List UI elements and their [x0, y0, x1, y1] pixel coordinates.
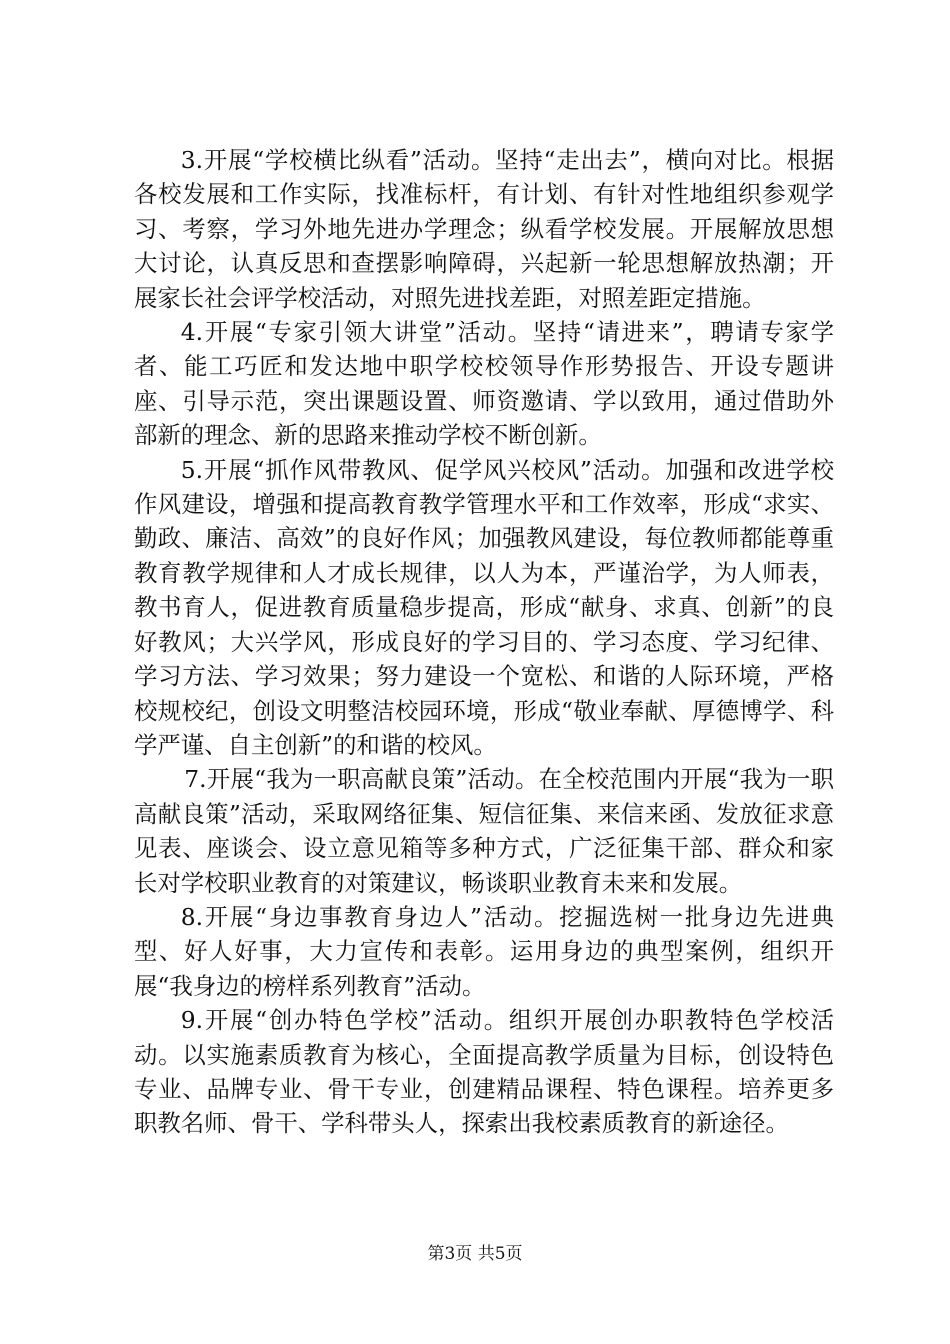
paragraph-item-3: 3.开展“学校横比纵看”活动。坚持“走出去”，横向对比。根据各校发展和工作实际，找准标杆，有计划、有针对性地组织参观学习、考察，学习外地先进办学理念；纵看学校发展。开展解放思想大讨论，认真反思和查摆影响障碍，兴起新一轮思想解放热潮；开展家长社会评学校活动，对照先进找差距，对照差距定措施。	[134, 146, 834, 312]
paragraph-item-5: 5.开展“抓作风带教风、促学风兴校风”活动。加强和改进学校作风建设，增强和提高教育教学管理水平和工作效率，形成“求实、勤政、廉洁、高效”的良好作风；加强教风建设，每位教师都能尊重教育教学规律和人才成长规律，以人为本，严谨治学，为人师表，教书育人，促进教育质量稳步提高，形成“献身、求真、创新”的良好教风；大兴学风，形成良好的学习目的、学习态度、学习纪律、学习方法、学习效果；努力建设一个宽松、和谐的人际环境，严格校规校纪，创设文明整洁校园环境，形成“敬业奉献、厚德博学、科学严谨、自主创新”的和谐的校风。	[134, 455, 834, 759]
paragraph-item-8: 8.开展“身边事教育身边人”活动。挖掘选树一批身边先进典型、好人好事，大力宣传和表彰。运用身边的典型案例，组织开展“我身边的榜样系列教育”活动。	[134, 902, 834, 1000]
paragraph-item-9: 9.开展“创办特色学校”活动。组织开展创办职教特色学校活动。以实施素质教育为核心，全面提高教学质量为目标，创设特色专业、品牌专业、骨干专业，创建精品课程、特色课程。培养更多职教名师、骨干、学科带头人，探索出我校素质教育的新途径。	[134, 1006, 834, 1138]
paragraph-item-7: 7.开展“我为一职高献良策”活动。在全校范围内开展“我为一职高献良策”活动，采取网络征集、短信征集、来信来函、发放征求意见表、座谈会、设立意见箱等多种方式，广泛征集干部、群众和家长对学校职业教育的对策建议，畅谈职业教育未来和发展。	[134, 765, 834, 897]
page-footer: 第3页 共5页	[427, 1244, 523, 1264]
document-body	[134, 143, 834, 1141]
paragraph-item-4: 4.开展“专家引领大讲堂”活动。坚持“请进来”，聘请专家学者、能工巧匠和发达地中职学校校领导作形势报告、开设专题讲座、引导示范，突出课题设置、师资邀请、学以致用，通过借助外部新的理念、新的思路来推动学校不断创新。	[134, 318, 834, 450]
